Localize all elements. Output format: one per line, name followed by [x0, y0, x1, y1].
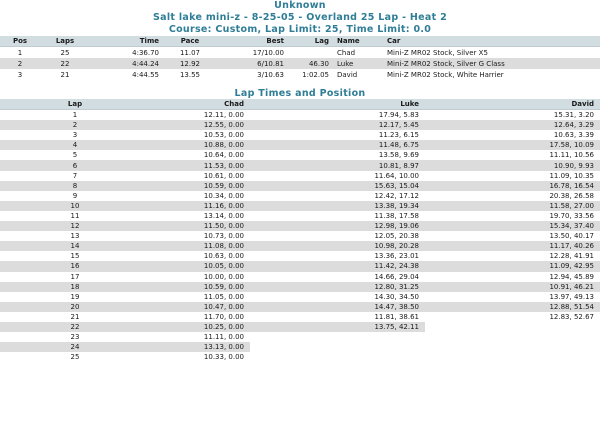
result-cell-lag: 1:02.05	[302, 70, 329, 79]
lap-row	[0, 241, 600, 251]
chad-lap: 11.50, 0.00	[150, 221, 250, 231]
lap-number: 22	[0, 322, 150, 332]
result-cell-pos: 3	[17, 70, 23, 79]
result-cell-name: David	[337, 70, 358, 79]
result-cell-pace: 13.55	[179, 70, 201, 79]
col-driver-chad: Chad	[150, 99, 250, 110]
col-car: Car	[385, 36, 600, 47]
chad-lap: 10.05, 0.00	[150, 261, 250, 271]
chad-lap: 10.59, 0.00	[150, 282, 250, 292]
result-cell-lag	[290, 47, 335, 59]
chad-lap: 11.53, 0.00	[150, 160, 250, 170]
lap-row	[0, 342, 600, 352]
col-lap: Lap	[0, 99, 150, 110]
luke-lap: 11.42, 24.38	[250, 261, 425, 271]
luke-lap: 13.58, 9.69	[378, 151, 419, 160]
luke-lap	[250, 342, 425, 352]
result-cell-time: 4:36.70	[132, 48, 159, 57]
col-laps: Laps	[40, 36, 90, 47]
chad-lap: 12.11, 0.00	[203, 111, 244, 120]
result-cell-pace: 11.07	[179, 48, 201, 57]
lap-row	[0, 191, 600, 201]
result-cell-car: Mini-Z MR02 Stock, Silver X5	[387, 48, 488, 57]
result-cell-name: Luke	[337, 59, 354, 68]
chad-lap: 10.53, 0.00	[203, 131, 244, 140]
lap-number: 11	[70, 211, 80, 220]
result-cell-pace: 12.92	[179, 59, 201, 68]
lap-row	[0, 171, 600, 181]
lap-number: 15	[70, 252, 80, 261]
david-lap	[425, 352, 600, 362]
lap-row	[0, 322, 600, 332]
luke-lap: 14.30, 34.50	[374, 292, 419, 301]
luke-lap: 14.66, 29.04	[374, 272, 419, 281]
lap-row	[0, 352, 600, 362]
lap-row	[0, 272, 600, 282]
chad-lap: 10.25, 0.00	[150, 322, 250, 332]
lap-row	[0, 181, 600, 191]
luke-lap: 12.17, 5.45	[250, 120, 425, 130]
result-cell-laps: 22	[60, 59, 70, 68]
david-lap: 11.58, 27.00	[425, 201, 600, 211]
luke-lap: 17.94, 5.83	[378, 111, 419, 120]
event-title: Salt lake mini-z - 8-25-05 - Overland 25 Lap - Heat 2	[153, 12, 447, 23]
result-cell-best: 3/10.63	[257, 70, 284, 79]
luke-lap: 10.98, 20.28	[250, 241, 425, 251]
lap-row	[0, 231, 600, 241]
chad-lap: 11.05, 0.00	[203, 292, 244, 301]
lap-number: 5	[72, 151, 78, 160]
result-cell-car: Mini-Z MR02 Stock, Silver G Class	[387, 59, 505, 68]
lap-number: 8	[0, 181, 150, 191]
lap-number: 20	[0, 302, 150, 312]
result-cell-laps: 21	[60, 70, 70, 79]
chad-lap: 10.33, 0.00	[203, 353, 244, 362]
lap-number: 10	[0, 201, 150, 211]
luke-lap: 12.98, 19.06	[250, 221, 425, 231]
chad-lap: 10.59, 0.00	[150, 181, 250, 191]
result-row	[0, 58, 600, 69]
lap-row	[0, 150, 600, 160]
david-lap: 11.11, 10.56	[549, 151, 594, 160]
result-cell-name: Chad	[337, 48, 356, 57]
result-cell-best: 17/10.00	[252, 48, 284, 57]
david-lap: 11.17, 40.26	[425, 241, 600, 251]
col-best: Best	[215, 36, 290, 47]
luke-lap: 13.36, 23.01	[374, 252, 419, 261]
chad-lap: 11.70, 0.00	[203, 312, 244, 321]
lap-row	[0, 261, 600, 271]
col-pace: Pace	[165, 36, 215, 47]
result-cell-laps: 25	[60, 48, 70, 57]
chad-lap: 10.61, 0.00	[203, 171, 244, 180]
lap-number: 23	[70, 333, 80, 342]
chad-lap: 10.73, 0.00	[203, 232, 244, 241]
lap-number: 3	[72, 131, 78, 140]
chad-lap: 13.13, 0.00	[150, 342, 250, 352]
lap-row	[0, 292, 600, 302]
david-lap: 10.63, 3.39	[553, 131, 594, 140]
course-info: Course: Custom, Lap Limit: 25, Time Limit: 0.0	[168, 24, 432, 35]
lap-row	[0, 110, 600, 121]
result-cell-car: Mini-Z MR02 Stock, White Harrier	[387, 70, 504, 79]
luke-lap: 12.42, 17.12	[374, 191, 419, 200]
luke-lap: 14.47, 38.50	[250, 302, 425, 312]
result-cell-best: 6/10.81	[257, 59, 284, 68]
david-lap: 13.50, 40.17	[549, 232, 594, 241]
col-driver-david: David	[425, 99, 600, 110]
result-cell-pos: 2	[17, 59, 23, 68]
results-header-row	[0, 36, 600, 47]
chad-lap: 10.88, 0.00	[150, 140, 250, 150]
david-lap: 12.94, 45.89	[549, 272, 594, 281]
lap-row	[0, 282, 600, 292]
result-cell-time: 4:44.55	[132, 70, 159, 79]
david-lap: 17.58, 10.09	[425, 140, 600, 150]
lap-number: 16	[0, 261, 150, 271]
david-lap	[425, 342, 600, 352]
lap-number: 6	[0, 160, 150, 170]
luke-lap: 11.23, 6.15	[378, 131, 419, 140]
lap-row	[0, 160, 600, 170]
chad-lap: 10.47, 0.00	[150, 302, 250, 312]
lap-times-title: Lap Times and Position	[234, 88, 366, 99]
lap-row	[0, 211, 600, 221]
col-lag: Lag	[290, 36, 335, 47]
luke-lap	[250, 332, 425, 342]
chad-lap: 10.64, 0.00	[203, 151, 244, 160]
david-lap: 19.70, 33.56	[549, 211, 594, 220]
luke-lap: 12.05, 20.38	[374, 232, 419, 241]
lap-number: 14	[0, 241, 150, 251]
luke-lap: 12.80, 31.25	[250, 282, 425, 292]
lap-row	[0, 120, 600, 130]
chad-lap: 11.16, 0.00	[150, 201, 250, 211]
luke-lap: 11.81, 38.61	[374, 312, 419, 321]
lap-row	[0, 251, 600, 261]
lap-row	[0, 201, 600, 211]
chad-lap: 13.14, 0.00	[203, 211, 244, 220]
lap-number: 9	[72, 191, 78, 200]
chad-lap: 11.11, 0.00	[203, 333, 244, 342]
luke-lap: 11.64, 10.00	[374, 171, 419, 180]
david-lap: 11.09, 42.95	[425, 261, 600, 271]
luke-lap: 13.75, 42.11	[250, 322, 425, 332]
col-driver-luke: Luke	[250, 99, 425, 110]
david-lap	[425, 332, 600, 342]
luke-lap: 11.48, 6.75	[250, 140, 425, 150]
chad-lap: 10.63, 0.00	[203, 252, 244, 261]
chad-lap: 11.08, 0.00	[150, 241, 250, 251]
lap-number: 19	[70, 292, 80, 301]
luke-lap: 15.63, 15.04	[250, 181, 425, 191]
luke-lap	[250, 352, 425, 362]
lap-row	[0, 312, 600, 322]
lap-number: 13	[70, 232, 80, 241]
david-lap: 10.90, 9.93	[425, 160, 600, 170]
col-time: Time	[90, 36, 165, 47]
luke-lap: 13.38, 19.34	[250, 201, 425, 211]
chad-lap: 10.34, 0.00	[203, 191, 244, 200]
lap-row	[0, 302, 600, 312]
david-lap	[425, 322, 600, 332]
david-lap: 15.34, 37.40	[425, 221, 600, 231]
results-table	[0, 36, 600, 80]
col-name: Name	[335, 36, 385, 47]
result-row	[0, 69, 600, 80]
david-lap: 12.83, 52.67	[549, 312, 594, 321]
report-title: Unknown	[274, 0, 326, 11]
david-lap: 16.78, 16.54	[425, 181, 600, 191]
lap-number: 2	[0, 120, 150, 130]
result-cell-pos: 1	[17, 48, 23, 57]
lap-number: 24	[0, 342, 150, 352]
lap-number: 7	[72, 171, 78, 180]
david-lap: 12.28, 41.91	[549, 252, 594, 261]
lap-row	[0, 221, 600, 231]
lap-number: 12	[0, 221, 150, 231]
david-lap: 11.09, 10.35	[549, 171, 594, 180]
lap-row	[0, 140, 600, 150]
result-cell-lag: 46.30	[308, 59, 329, 68]
david-lap: 12.88, 51.54	[425, 302, 600, 312]
lap-times-table	[0, 99, 600, 362]
lap-number: 25	[70, 353, 80, 362]
lap-row	[0, 332, 600, 342]
lap-number: 17	[70, 272, 80, 281]
col-pos: Pos	[0, 36, 40, 47]
laps-header-row	[0, 99, 600, 110]
lap-number: 21	[70, 312, 80, 321]
lap-number: 4	[0, 140, 150, 150]
david-lap: 20.38, 26.58	[549, 191, 594, 200]
chad-lap: 10.00, 0.00	[203, 272, 244, 281]
result-row	[0, 47, 600, 59]
david-lap: 10.91, 46.21	[425, 282, 600, 292]
luke-lap: 10.81, 8.97	[250, 160, 425, 170]
chad-lap: 12.55, 0.00	[150, 120, 250, 130]
david-lap: 15.31, 3.20	[553, 111, 594, 120]
lap-number: 18	[0, 282, 150, 292]
david-lap: 12.64, 3.29	[425, 120, 600, 130]
result-cell-time: 4:44.24	[132, 59, 159, 68]
lap-row	[0, 130, 600, 140]
lap-number: 1	[72, 111, 78, 120]
david-lap: 13.97, 49.13	[549, 292, 594, 301]
luke-lap: 11.38, 17.58	[374, 211, 419, 220]
